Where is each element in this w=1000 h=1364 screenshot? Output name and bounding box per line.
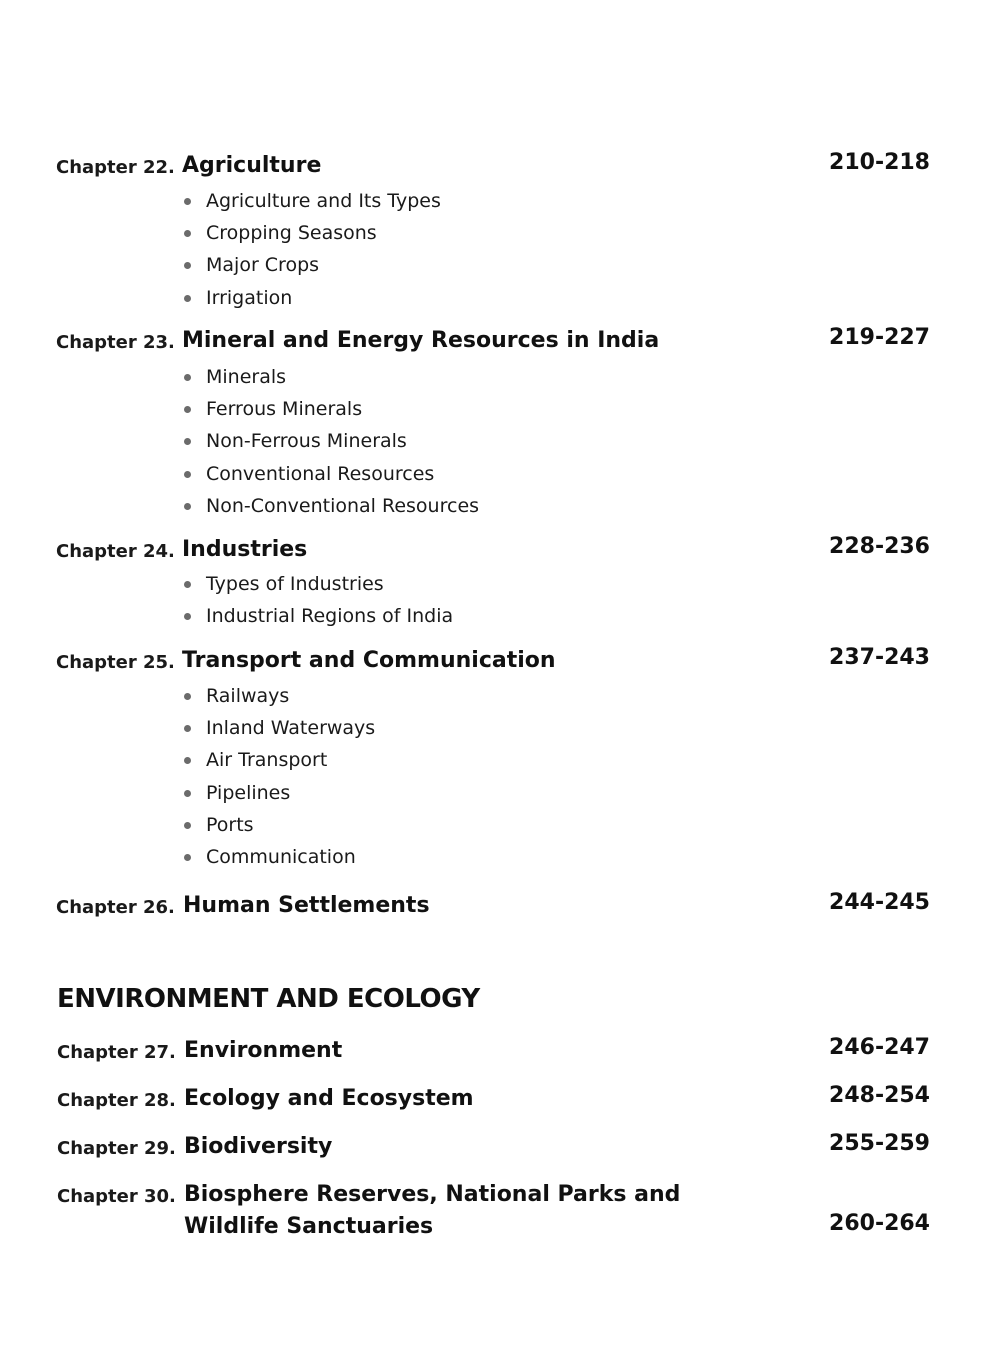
topic-item bbox=[182, 249, 441, 281]
topic-label: Industrial Regions of India bbox=[206, 605, 454, 628]
chapter-number: Chapter 25. bbox=[56, 652, 175, 673]
chapter-title: Mineral and Energy Resources in India bbox=[182, 328, 660, 353]
chapter-number: Chapter 29. bbox=[57, 1138, 176, 1159]
chapter-number: Chapter 28. bbox=[57, 1090, 176, 1111]
topic-item bbox=[182, 841, 375, 873]
topic-item bbox=[182, 490, 479, 522]
topic-list bbox=[182, 185, 441, 314]
section-heading: ENVIRONMENT AND ECOLOGY bbox=[57, 984, 480, 1014]
bullet-icon bbox=[184, 581, 191, 588]
chapter-page-range: 255-259 bbox=[829, 1131, 930, 1156]
topic-item bbox=[182, 568, 453, 600]
topic-item bbox=[182, 809, 375, 841]
topic-item bbox=[182, 600, 453, 632]
bullet-icon bbox=[184, 854, 191, 861]
topic-label: Minerals bbox=[206, 366, 287, 388]
chapter-page-range: 210-218 bbox=[829, 150, 930, 175]
chapter-page-range: 260-264 bbox=[829, 1211, 930, 1236]
chapter-number: Chapter 22. bbox=[56, 157, 175, 178]
chapter-number: Chapter 26. bbox=[56, 897, 175, 918]
chapter-title: Ecology and Ecosystem bbox=[184, 1086, 474, 1111]
bullet-icon bbox=[184, 757, 191, 764]
bullet-icon bbox=[184, 262, 191, 269]
topic-item bbox=[182, 712, 375, 744]
chapter-number: Chapter 30. bbox=[57, 1186, 176, 1207]
topic-label: Inland Waterways bbox=[206, 717, 376, 740]
bullet-icon bbox=[184, 613, 191, 620]
bullet-icon bbox=[184, 406, 191, 413]
topic-label: Ferrous Minerals bbox=[206, 398, 363, 421]
chapter-title: Human Settlements bbox=[183, 893, 430, 918]
chapter-page-range: 237-243 bbox=[829, 645, 930, 670]
chapter-page-range: 228-236 bbox=[829, 534, 930, 559]
bullet-icon bbox=[184, 295, 191, 302]
bullet-icon bbox=[184, 503, 191, 510]
topic-label: Cropping Seasons bbox=[206, 222, 377, 245]
bullet-icon bbox=[184, 725, 191, 732]
chapter-title: Biodiversity bbox=[184, 1134, 333, 1159]
bullet-icon bbox=[184, 790, 191, 797]
chapter-title: Agriculture bbox=[182, 153, 322, 178]
topic-item bbox=[182, 680, 375, 712]
topic-item bbox=[182, 185, 441, 217]
chapter-page-range: 219-227 bbox=[829, 325, 930, 350]
topic-item bbox=[182, 361, 479, 393]
chapter-title-line-2: Wildlife Sanctuaries bbox=[184, 1214, 434, 1239]
topic-item bbox=[182, 425, 479, 457]
chapter-title: Environment bbox=[184, 1038, 343, 1063]
topic-label: Agriculture and Its Types bbox=[206, 190, 441, 212]
topic-label: Non-Conventional Resources bbox=[206, 494, 480, 517]
topic-list bbox=[182, 568, 453, 632]
chapter-number: Chapter 24. bbox=[56, 541, 175, 562]
topic-label: Railways bbox=[206, 685, 290, 707]
topic-label: Irrigation bbox=[206, 286, 293, 309]
bullet-icon bbox=[184, 374, 191, 381]
topic-label: Types of Industries bbox=[206, 573, 384, 595]
topic-label: Pipelines bbox=[206, 781, 291, 804]
topic-list bbox=[182, 680, 375, 873]
bullet-icon bbox=[184, 198, 191, 205]
chapter-page-range: 248-254 bbox=[829, 1083, 930, 1108]
topic-label: Ports bbox=[206, 813, 254, 836]
bullet-icon bbox=[184, 230, 191, 237]
chapter-page-range: 244-245 bbox=[829, 890, 930, 915]
topic-label: Non-Ferrous Minerals bbox=[206, 430, 407, 453]
topic-item bbox=[182, 393, 479, 425]
chapter-number: Chapter 27. bbox=[57, 1042, 176, 1063]
topic-item bbox=[182, 217, 441, 249]
topic-label: Communication bbox=[206, 845, 356, 868]
bullet-icon bbox=[184, 822, 191, 829]
topic-label: Major Crops bbox=[206, 254, 320, 277]
bullet-icon bbox=[184, 471, 191, 478]
topic-item bbox=[182, 744, 375, 776]
chapter-number: Chapter 23. bbox=[56, 332, 175, 353]
chapter-title: Transport and Communication bbox=[182, 648, 556, 673]
topic-label: Air Transport bbox=[206, 749, 328, 772]
topic-item bbox=[182, 282, 441, 314]
topic-label: Conventional Resources bbox=[206, 462, 435, 485]
topic-list bbox=[182, 361, 479, 522]
bullet-icon bbox=[184, 438, 191, 445]
chapter-page-range: 246-247 bbox=[829, 1035, 930, 1060]
topic-item bbox=[182, 458, 479, 490]
chapter-title-line-1: Biosphere Reserves, National Parks and bbox=[184, 1182, 681, 1207]
topic-item bbox=[182, 777, 375, 809]
chapter-title: Industries bbox=[182, 537, 308, 562]
bullet-icon bbox=[184, 693, 191, 700]
